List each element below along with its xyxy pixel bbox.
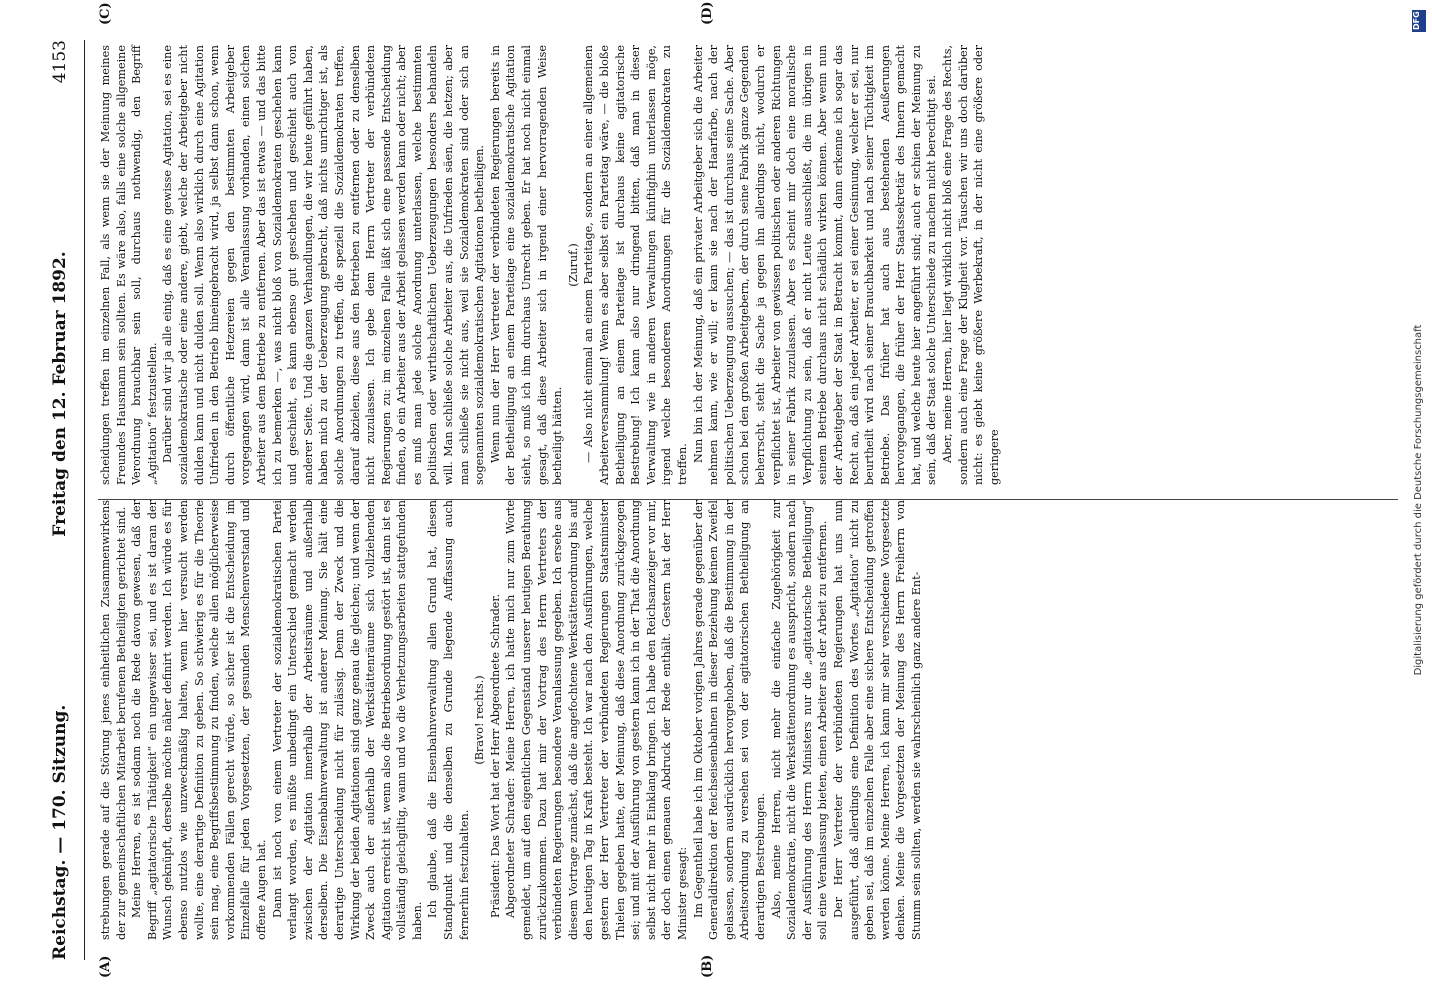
paragraph: — Also nicht einmal an einem Parteitage, sondern an einer allgemeinen Arbeiterversammlung! Wenn es aber selbst ein Parteitag wäre, — die bloße Betheiligung an einem Parteitage ist durchaus keine agitatorische Bestrebung! Ich kann also nur dringend bitten, daß man in dieser Verwaltung wie in anderen Verwaltungen künftighin unterlassen möge, irgend welche besonderen Anordnungen für die Sozialdemokraten zu treffen. (582, 45, 689, 485)
margin-marker-d: (D) (700, 1, 715, 25)
column-divider (98, 499, 1398, 500)
page-number: 4153 (50, 40, 70, 84)
header-date: Freitag den 12. Februar 1892. (50, 251, 70, 537)
digitization-credit: Digitalisierung gefördert durch die Deutsche Forschungsgemeinschaft (1413, 324, 1424, 676)
left-column (98, 500, 924, 940)
paragraph: Nun bin ich der Meinung, daß ein privater Arbeitgeber sich die Arbeiter nehmen kann, wie er will; er kann sie nach der Haarfarbe, nach der politischen Ueberzeugung aussuchen; — das ist durchaus seine Sache. Aber schon bei den großen Arbeitgebern, der durch seine Fabrik ganze Gegenden beherrscht, steht die Sache ja gegen ihn allerdings nicht, wodurch er verpflichtet ist, Arbeiter von gewissen politischen oder anderen Richtungen in seiner Fabrik zuzulassen. Aber es scheint mir doch eine moralische Verpflichtung zu sein, daß er nicht Leute ausschließt, die im übrigen in seinem Betriebe durchaus nicht schädlich wirken können. Aber wenn nun der Arbeitgeber der Staat in Betracht kommt, dann erkenne ich sogar das Recht an, daß ein jeder Arbeiter, er sei einer Gesinnung, welcher er sei, nur beurtheilt wird nach seiner Brauchbarkeit und nach seiner Tüchtigkeit im Betriebe. Das früher hat auch aus bestehenden Aeußerungen hervorgegangen, die früher der Herr Staatssekretär des Innern gemacht hat, und welche heute hier angeführt sind; auch er schien der Meinung zu sein, daß der Staat solche Unterschiede zu machen nicht berechtigt sei. (691, 45, 939, 485)
paragraph: strebungen gerade auf die Störung jenes einheitlichen Zusammenwirkens der zur gemeinschaftlichen Mitarbeit berufenen Betheiligten gerichtet sind. (99, 500, 128, 940)
paragraph: Abgeordneter Schrader: Meine Herren, ich hatte mich nur zum Worte gemeldet, um auf den eigentlichen Gegenstand unserer heutigen Berathung zurückzukommen. Dazu hat mir der Vortrag des Herrn Vertreters der verbündeten Regierungen besondere Veranlassung gegeben. Ich ersehe aus diesem Vortrage zunächst, daß die angefochtene Werkstättenordnung bis auf den heutigen Tag in Kraft besteht. Ich war nach den Ausführungen, welche gestern der Herr Vertreter der verbündeten Regierungen Staatsminister Thielen gegeben hatte, der Meinung, daß diese Anordnung zurückgezogen sei; und mit der Ausführung von gestern kann ich in der That die Anordnung selbst nicht mehr in Einklang bringen. Ich habe den Reichsanzeiger vor mir, der doch einen genauen Abdruck der Rede enthält. Gestern hat der Herr Minister gesagt: (504, 500, 689, 940)
margin-marker-a: (A) (98, 955, 113, 978)
header-rule (84, 40, 85, 960)
margin-marker-b: (B) (700, 954, 715, 978)
digitization-footer (1410, 6, 1428, 994)
paragraph: Dann ist noch von einem Vertreter der sozialdemokratischen Partei verlangt worden, es müßte unbedingt ein Unterschied gemacht werden zwischen der Agitation innerhalb der Arbeitsräume und außerhalb derselben. Die Eisenbahnverwaltung ist anderer Meinung. Sie hält eine derartige Unterscheidung nicht für zulässig. Denn der Zweck und die Wirkung der beiden Agitationen sind ganz genau die gleichen; und wenn der Zweck auch der außerhalb der Werkstättenräume sich vollziehenden Agitation erreicht ist, wenn also die Betriebsordnung gestört ist, dann ist es vollständig gleichgiltig, wann und wo die Verhetzungsarbeiten stattgefunden haben. (270, 500, 424, 940)
paragraph: Darüber sind wir ja alle einig, daß es eine gewisse Agitation, sei es eine sozialdemokratische oder eine andere, giebt, welche der Arbeitgeber nicht dulden kann und nicht dulden soll. Wenn also wirklich durch eine Agitation Unfrieden in den Betrieb hineingebracht wird, ja selbst dann schon, wenn durch öffentliche Hetzereien gegen den bestimmten Arbeitgeber vorgegangen wird, dann ist alle Veranlassung vorhanden, einen solchen Arbeiter aus dem Betriebe zu entfernen. Aber das ist etwas — und das bitte ich zu bemerken —, was nicht bloß von Sozialdemokraten geschehen kann und geschieht, es kann ebenso gut geschehen und geschieht auch von anderer Seite. Und die ganzen Verhandlungen, die wir heute geführt haben, haben mich zu der Ueberzeugung gebracht, daß nichts unrichtiger ist, als solche Anordnungen zu treffen, die speziell die Sozialdemokraten treffen, darauf abzielen, diese aus den Betrieben zu entfernen oder zu denselben nicht zuzulassen. Ich gebe dem Herrn Vertreter der verbündeten Regierungen zu: im einzelnen Falle läßt sich eine passende Entscheidung finden, ob ein Arbeiter aus der Arbeit gelassen werden kann oder nicht; aber es muß man jede solche Anordnung unterlassen, welche bestimmten politischen oder wirthschaftlichen Ueberzeugungen besonders behandeln will. Man schließe solche Arbeiter aus, die Unfrieden säen, die hetzen; aber man schließe sie nicht aus, weil sie Sozialdemokraten sind oder sich an sogenannten sozialdemokratischen Agitationen betheiligen. (161, 45, 487, 485)
paragraph: Wenn nun der Herr Vertreter der verbündeten Regierungen bereits in der Betheiligung an einem Parteitage eine sozialdemokratische Agitation sieht, so muß ich ihm durchaus Unrecht geben. Er hat noch nicht einmal gesagt, daß diese Arbeiter sich in irgend einer hervorragenden Weise betheiligt hätten. (488, 45, 565, 485)
paragraph: Der Herr Vertreter der verbündeten Regierungen hat uns nun ausgeführt, daß allerdings eine Definition des Wortes „Agitation“ nicht zu geben sei, daß im einzelnen Falle aber eine sichere Entscheidung getroffen werden könne. Meine Herren, ich kann mir sehr verschiedene Vorgesetzte denken. Meine die Vorgesetzten der Meinung des Herrn Freiherrn von Stumm sein sollten, werden sie wahrscheinlich ganz andere Ent- (831, 500, 923, 940)
paragraph: Meine Herren, es ist sodann noch die Rede davon gewesen, daß der Begriff „agitatorische Thätigkeit“ ein ungewisser sei, und es ist daran der Wunsch geknüpft, derselbe möchte näher definirt werden. Ich würde es für ebenso nutzlos wie unzweckmäßig halten, wenn hier versucht werden wollte, eine derartige Definition zu geben. So schwierig es für die Theorie sein mag, eine Begriffsbestimmung zu finden, welche allen möglicherweise vorkommenden Fällen gerecht würde, so sicher ist die Entscheidung im Einzelfalle für jeden Vorgesetzten, der gesunden Menschenverstand und offene Augen hat. (130, 500, 268, 940)
right-column (98, 45, 1002, 485)
paragraph: Ich glaube, daß die Eisenbahnverwaltung allen Grund hat, diesen Standpunkt und die denselben zu Grunde liegende Auffassung auch fernerhin festzuhalten. (426, 500, 471, 940)
margin-marker-c: (C) (98, 2, 113, 25)
paragraph: scheidungen treffen im einzelnen Fall, als wenn sie der Meinung meines Freundes Hausmann sein sollten. Es wäre also, falls eine solche allgemeine Verordnung brauchbar sein soll, durchaus nothwendig, den Begriff „Agitation“ festzustellen. (99, 45, 159, 485)
interjection-note: (Zuruf.) (566, 243, 580, 287)
header-left: Reichstag. — 170. Sitzung. (50, 704, 70, 960)
dfg-logo: DFG (1412, 10, 1426, 32)
president-statement: Präsident: Das Wort hat der Herr Abgeordnete Schrader. (488, 593, 502, 918)
applause-note: (Bravo! rechts.) (473, 675, 487, 765)
paragraph: Also, meine Herren, nicht mehr die einfache Zugehörigkeit zur Sozialdemokratie, nicht die Werkstättenordnung es ausspricht, sondern nach der Ausführung des Herrn Ministers nur die „agitatorische Betheiligung“ soll eine Veranlassung bieten, einen Arbeiter aus der Arbeit zu entfernen. (769, 500, 830, 940)
quoted-paragraph: Im Gegentheil habe ich im Oktober vorigen Jahres gerade gegenüber der Generaldirektion der Reichseisenbahnen in dieser Beziehung keinen Zweifel gelassen, sondern ausdrücklich hervorgehoben, daß die Bestimmung in der Arbeitsordnung zu versehen sei von der agitatorischen Betheiligung an derartigen Bestrebungen. (691, 500, 767, 940)
page-header (40, 40, 80, 960)
paragraph: Aber, meine Herren, hier liegt wirklich nicht bloß eine Frage des Rechts, sondern auch eine Frage der Klugheit vor. Täuschen wir uns doch darüber nicht: es giebt keine größere Werbekraft, in der nicht eine größere oder geringere (941, 45, 1001, 485)
